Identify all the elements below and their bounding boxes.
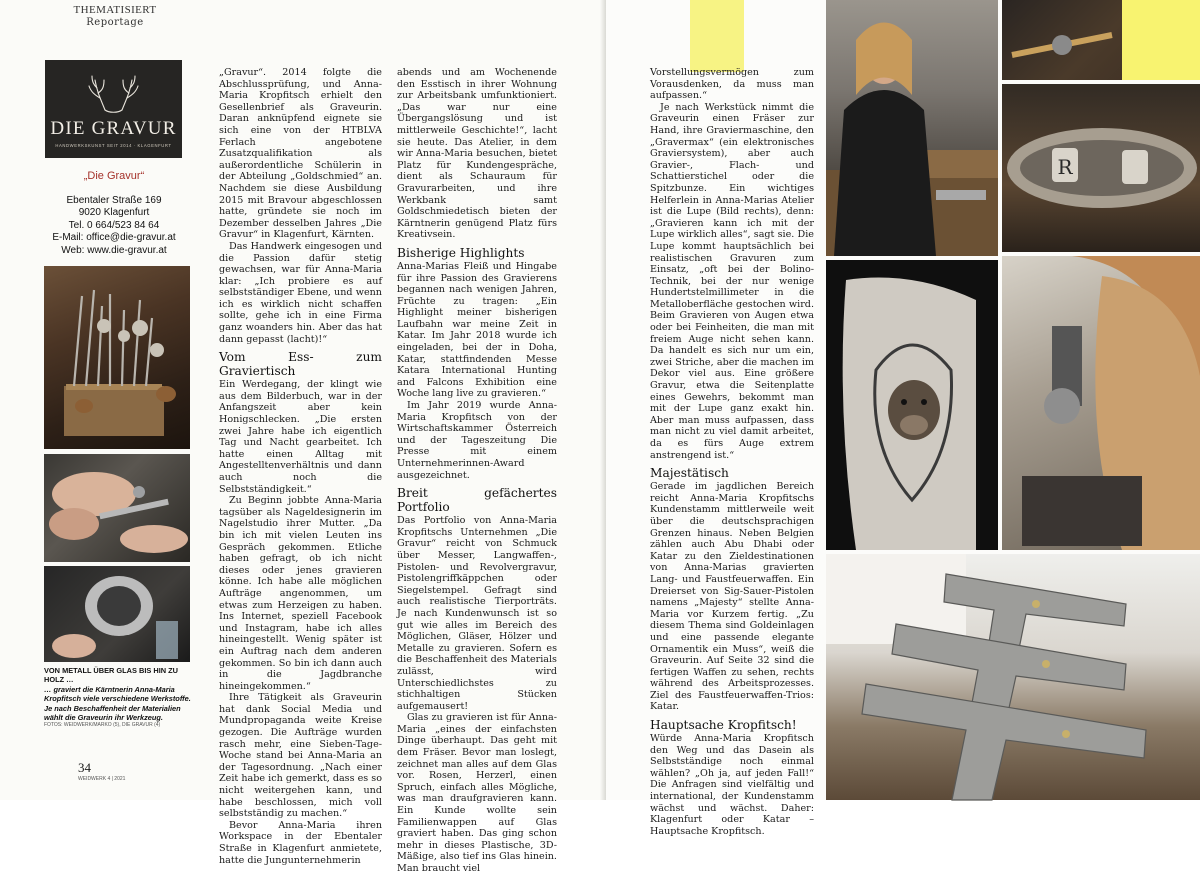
ring-letter: R — [1057, 155, 1073, 179]
contact-web[interactable]: Web: www.die-gravur.at — [61, 244, 167, 256]
contact-box — [43, 170, 185, 258]
photo-engraving-tool — [1002, 0, 1200, 80]
paragraph: Je nach Werkstück nimmt die Graveurin einen Fräser zur Hand, ihre Graviermaschine, den „Gravermax“ (ein elektronisches Graviersystem), aber auch Gravier-, Flach- und Schattierstichel oder die Spitzbunze. Ein wichtiges Helferlein in Anna-Marias Atelier ist die Lupe (Bild rechts), denn: „Gravieren kann ich mit der Lupe wirklich alles“, sagt sie. Die Lupe kommt hauptsächlich bei realistischen Gravuren zum Einsatz, „oft bei der Bolino-Technik, bei der nur wenige Hundertstelmillimeter in die Metalloberfläche gestochen wird. Beim Gravieren von Augen etwa oder bei Feinheiten, die man mit freiem Auge nicht sehen kann. Da handelt es sich nur um ein, zwei Striche, aber die machen im Dekor viel aus. Eine größere Gravur, etwa die Seitenplatte eines Gewehrs, bekommt man mit der Lupe ganz exakt hin. Aber man muss aufpassen, dass man nicht zu viel damit arbeitet, da es fürs Auge extrem anstrengend ist.“ — [650, 101, 814, 461]
subheading: Breit gefächertes Portfolio — [397, 486, 557, 515]
paragraph: Gerade im jagdlichen Bereich reicht Anna-Maria Kropfitschs Kundenstamm mittlerweile weit über die deutschsprachigen Grenzen hinaus. Neben Belgien zählen auch Abu Dhabi oder Katar zu den Zieldestinationen von Anna-Marias gravierten Lang- und Faustfeuerwaffen. Ein Dreierset von Sig-Sauer-Pistolen namens „Majesty“ stellte Anna-Maria vor Kurzem fertig. „Zu diesem Thema sind Goldeinlagen und eine passende elegante Ornamentik ein Muss“, weiß die Graveurin. Auf Seite 32 sind die fertigen Waffen zu sehen, rechts während des Arbeitsprozesses. Ziel des Faustfeuerwaffen-Trios: Katar. — [650, 481, 814, 713]
paragraph: Ein Werdegang, der klingt wie aus dem Bilderbuch, war in der Anfangszeit aber kein Honigschlecken. „Die ersten zwei Jahre habe ich eigentlich Tag und Nacht gearbeitet. Ich hatte einen Alltag mit Angestelltenverhältnis und dann auch noch die Selbstständigkeit.“ — [219, 379, 382, 495]
logo-tagline: HANDWERKSKUNST SEIT 2014 · KLAGENFURT — [55, 143, 172, 148]
paragraph: Das Portfolio von Anna-Maria Kropfitschs Unternehmen „Die Gravur“ reicht von Schmuck über Messer, Langwaffen-, Pistolen- und Revolvergravur, Pistolengriffkäppchen oder Siegelstempel. Gefragt sind auch realistische Tierporträts. Je nach Kundenwunsch ist so gut wie alles im Bereich des Möglichen, Gläser, Hölzer und Metalle zu gravieren. Sofern es die Beschaffenheit des Materials zulässt, wird Unterschiedlichstes zu stichhaltigen Stücken aufgemausert! — [397, 515, 557, 712]
subheading: Vom Ess- zum Graviertisch — [219, 350, 382, 379]
photo-ring-engraving — [1002, 84, 1200, 252]
photo-glass-milling — [44, 566, 190, 662]
paragraph: abends und am Wochenende den Esstisch in ihrer Wohnung zur Arbeitsbank umfunktioniert. „Das war nur eine Übergangslösung und ist mittlerweile Geschichte!“, lacht sie heute. Das Atelier, in dem wir Anna-Maria besuchen, bietet Platz für Kundengespräche, dient als Schauraum für Gravurarbeiten, und ihre Werkbank samt Goldschmiedetisch bieten der Kärntnerin genügend Platz fürs Kreativsein. — [397, 67, 557, 241]
paragraph: Vorstellungsvermögen zum Vorausdenken, da muss man aufpassen.“ — [650, 67, 814, 102]
kicker — [40, 4, 190, 28]
photo-tools-stand — [44, 266, 190, 449]
paragraph: Glas zu gravieren ist für Anna-Maria „eines der einfachsten Dinge überhaupt. Das geht mit dem Fräser. Bevor man loslegt, zeichnet man alles auf dem Glas vor. Rosen, Herzerl, einen Spruch, einfach alles Mögliche, was man draufgravieren kann. Ein Kunde wollte sein Familienwappen auf Glas graviert haben. Das ging schon mehr in dieses Plastische, 3D-Mäßige, also tief ins Glas hinein. Man braucht viel — [397, 712, 557, 874]
photo-hand-engraving — [44, 454, 190, 562]
kicker-section: THEMATISIERT — [73, 4, 157, 16]
paragraph: Ihre Tätigkeit als Graveurin hat dank Social Media und Mundpropaganda weite Kreise gezogen. Die Aufträge wurden rasch mehr, eine Sieben-Tage-Woche stand bei Anna-Maria an der Tagesordnung. „Nach einer Zeit habe ich gemerkt, dass es so nicht weitergehen kann, und habe beschlossen, mich voll selbstständig zu machen.“ — [219, 692, 382, 820]
contact-phone: Tel. 0 664/523 84 64 — [68, 219, 160, 231]
caption-head: VON METALL ÜBER GLAS BIS HIN ZU HOLZ … — [44, 666, 178, 685]
photo-credit: FOTOS: WEIDWERK/MARKO (5), DIE GRAVUR (4) — [44, 722, 161, 728]
photo-magnifier-work — [1002, 256, 1200, 550]
text-column-1 — [219, 67, 382, 866]
paragraph: Im Jahr 2019 wurde Anna-Maria Kropfitsch von der Wirtschaftskammer Österreich und der Tageszeitung Die Presse mit einem Unternehmerinnen-Award ausgezeichnet. — [397, 400, 557, 481]
logo-text: DIE GRAVUR — [50, 118, 177, 139]
paragraph: Bevor Anna-Maria ihren Workspace in der Ebentaler Straße in Klagenfurt anmietete, hatte die Jungunternehmerin — [219, 819, 382, 866]
sticky-note — [690, 0, 744, 72]
contact-title: „Die Gravur“ — [83, 170, 145, 182]
photo-portrait-workshop — [826, 0, 998, 256]
paragraph: Das Handwerk eingesogen und die Passion dafür stetig gewachsen, war für Anna-Maria klar: „Ich probiere es auf selbstständiger Ebene, und wenn ich es wirklich nicht schaffen sollte, gehe ich in eine Firma ganz woanders hin. Aber das hat dann gepasst (lacht)!“ — [219, 240, 382, 345]
caption-body: … graviert die Kärntnerin Anna-Maria Kropfitsch viele verschiedene Werkstoffe. Je nach Beschaffenheit der Materialien wählt die Graveurin ihr Werkzeug. — [44, 684, 191, 723]
subheading: Bisherige Highlights — [397, 245, 525, 260]
contact-street: Ebentaler Straße 169 — [66, 194, 162, 206]
page-number — [78, 760, 125, 782]
subheading: Majestätisch — [650, 466, 729, 481]
right-page — [606, 0, 1200, 837]
footer-mag: WEIDWERK 4 | 2021 — [78, 776, 126, 782]
paragraph: Anna-Marias Fleiß und Hingabe für ihre Passion des Gravierens begannen nach wenigen Jahren, Früchte zu tragen: „Ein Highlight meiner bisherigen Laufbahn war meine Zeit in Katar. Im Jahr 2018 wurde ich eingeladen, bei der in Doha, Katar, stattfindenden Messe Katara International Hunting and Falcons Exhibition eine Woche lang live zu gravieren.“ — [397, 260, 557, 400]
kicker-sub: Reportage — [86, 17, 144, 28]
page-number-value: 34 — [78, 760, 91, 775]
text-column-2 — [397, 67, 557, 875]
photo-caption — [44, 666, 192, 722]
contact-email[interactable]: E-Mail: office@die-gravur.at — [52, 232, 176, 244]
paragraph: Zu Beginn jobbte Anna-Maria tagsüber als Nageldesignerin im Nagelstudio ihrer Mutter. „Da bin ich mit vielen Leuten ins Gespräch gekommen. Etliche haben gefragt, ob ich nicht dieses oder jenes gravieren könne. Ich habe alle möglichen Aufträge angenommen, um etwas zum Herzeigen zu haben. Ins Internet, speziell Facebook und Instagram, habe ich alles hineingestellt. Wenig später ist ein Auftrag nach dem anderen gekommen. So bin ich dann auch in die Jagdbranche hineingekommen.“ — [219, 495, 382, 692]
paragraph: Würde Anna-Maria Kropfitsch den Weg und das Dasein als Selbstständige noch einmal wählen? „Oh ja, auf jeden Fall!“ Die Anfragen sind vielfältig und international, der Kundenstamm wächst und wächst. Daher: Klagenfurt oder Katar – Hauptsache Kropfitsch. — [650, 733, 814, 837]
contact-city: 9020 Klagenfurt — [78, 207, 150, 219]
paragraph: „Gravur“. 2014 folgte die Abschlussprüfung, und Anna-Maria Kropfitsch erhielt den Gesellenbrief als Graveurin. Daran anknüpfend eignete sie sich eine von der HTBLVA Ferlach angebotene Zusatzqualifikation als außerordentliche Schülerin in der Abteilung „Goldschmied“ an. Nachdem sie diese Ausbildung 2015 mit Bravour abgeschlossen hatte, gründete sie noch im Dezember desselben Jahres „Die Gravur“ in Klagenfurt, Kärnten. — [219, 67, 382, 241]
die-gravur-logo — [45, 60, 182, 158]
text-column-3 — [650, 67, 814, 837]
photo-dog-engraving — [826, 260, 998, 550]
photo-engraved-pistols — [826, 554, 1200, 800]
subheading: Hauptsache Kropfitsch! — [650, 718, 797, 733]
